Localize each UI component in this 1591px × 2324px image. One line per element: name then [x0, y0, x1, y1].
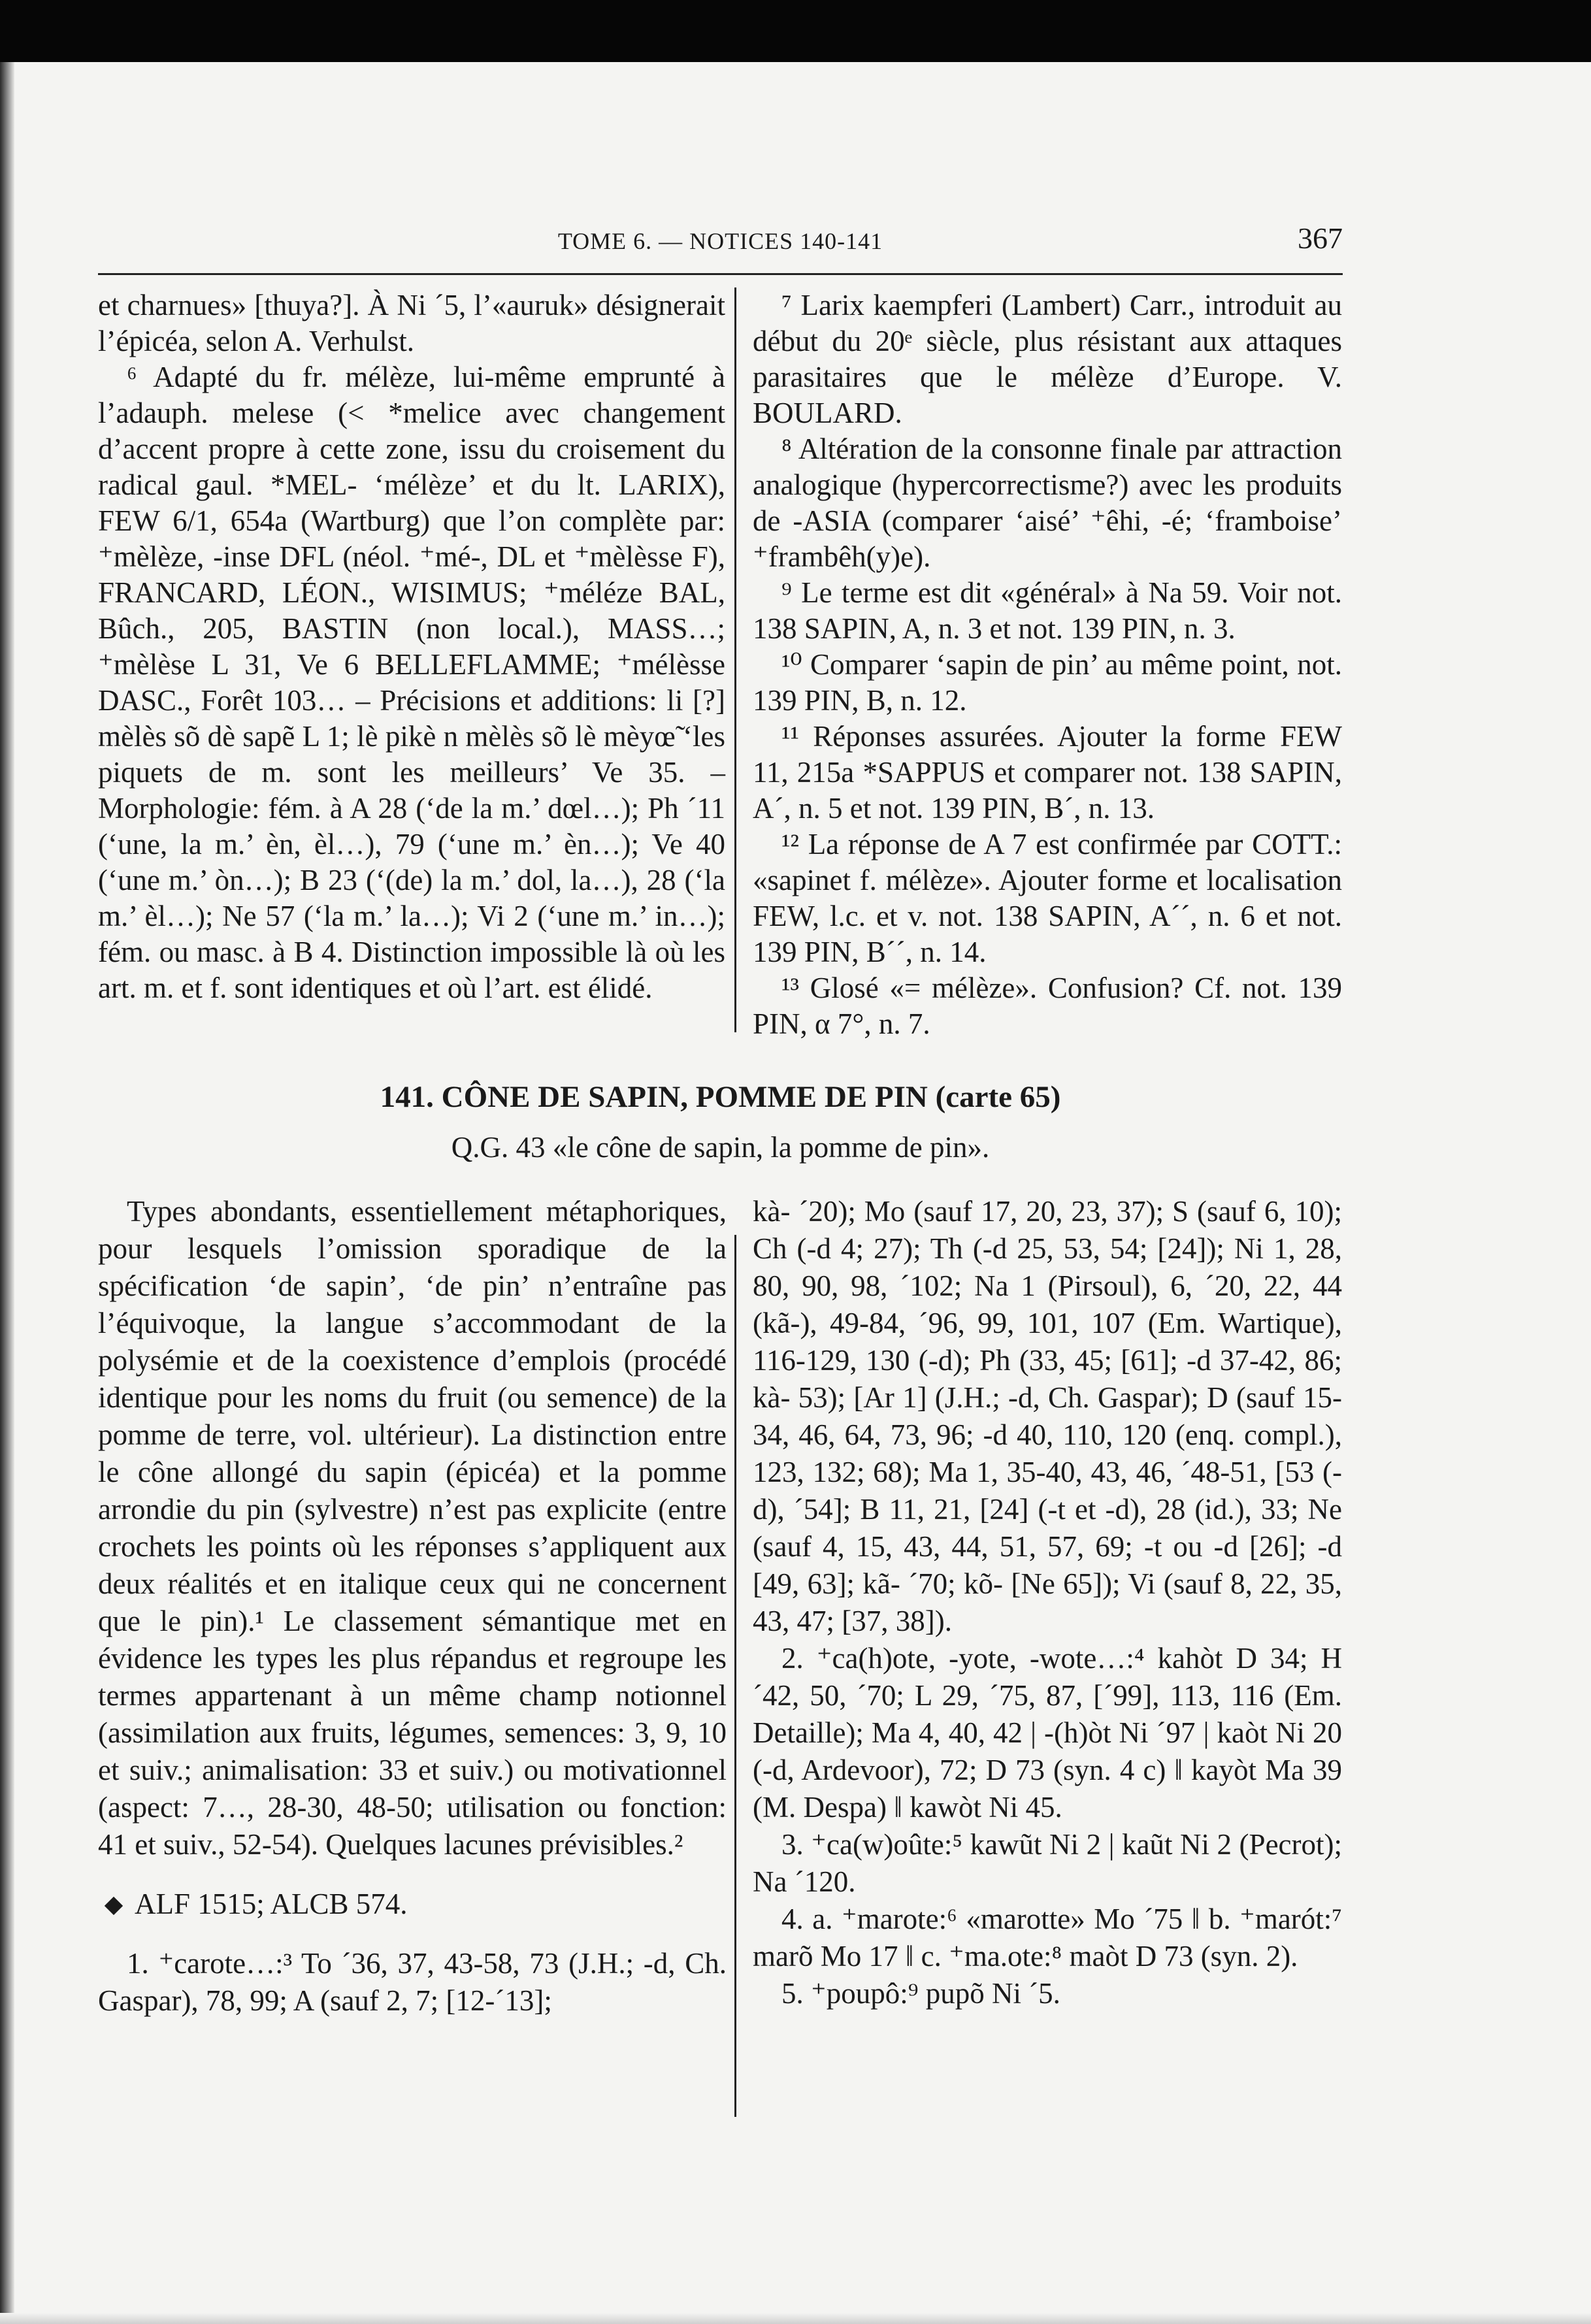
entry-3: 3. ⁺ca(w)oûte:⁵ kawũt Ni 2 | kaũt Ni 2 (Pecrot); Na ´120. [753, 1828, 1342, 1898]
footnote-8: ⁸ Altération de la consonne finale par attraction analogique (hypercorrectisme?) avec les produits de -ASIA (comparer ‘aisé’ ⁺êhi, -é; ‘framboise’ ⁺frambêh(y)e). [753, 433, 1342, 573]
footnote-12: ¹² La réponse de A 7 est confirmée par COTT.: «sapinet f. mélèze». Ajouter forme et localisation FEW, l.c. et v. not. 138 SAPIN, A´´, n. 6 et not. 139 PIN, B´´, n. 14. [753, 828, 1342, 968]
references-line [98, 1886, 727, 1923]
footnote-6: ⁶ Adapté du fr. mélèze, lui-même emprunté à l’adauph. melese (< *melice avec changement d’accent propre à cette zone, issu du croisement du radical gaul. *MEL- ‘mélèze’ et du lt. LARIX), FEW 6/1, 654a (Wartburg) que l’on complète par: ⁺mèlèze, -inse DFL (néol. ⁺mé-, DL et ⁺mèlèsse F), FRANCARD, LÉON., WISIMUS; ⁺méléze BAL, Bûch., 205, BASTIN (non local.), MASS…; ⁺mèlèse L 31, Ve 6 BELLEFLAMME; ⁺mélèsse DASC., Forêt 103… – Précisions et additions: li [?] mèlès sõ dè sapẽ L 1; lè pikè n mèlès sõ lè mèyœ̃ ‘les piquets de m. sont les meilleurs’ Ve 35. – Morphologie: fém. à A 28 (‘de la m.’ dœl…); Ph ´11 (‘une, la m.’ èn, èl…), 79 (‘une m.’ èn…); Ve 40 (‘une m.’ òn…); B 23 (‘(de) la m.’ dol, la…), 28 (‘la m.’ èl…); Ne 57 (‘la m.’ la…); Vi 2 (‘une m.’ in…); fém. ou masc. à B 4. Distinction impossible là où les art. m. et f. sont identiques et où l’art. est élidé. [98, 361, 725, 1004]
running-title: TOME 6. — NOTICES 140-141 [557, 228, 883, 254]
column-divider-top [734, 287, 736, 1032]
footnote-9: ⁹ Le terme est dit «général» à Na 59. Voir not. 138 SAPIN, A, n. 3 et not. 139 PIN, n. 3. [753, 576, 1342, 645]
section-question: Q.G. 43 «le cône de sapin, la pomme de pin». [451, 1131, 990, 1164]
entry-2: 2. ⁺ca(h)ote, -yote, -wote…:⁴ kahòt D 34; H ´42, 50, ´70; L 29, ´75, 87, [´99], 113, 116 (Em. Detaille); Ma 4, 40, 42 | -(h)òt Ni ´97 | kaòt Ni 20 (-d, Ardevoor), 72; D 73 (syn. 4 c) ‖ kayòt Ma 39 (M. Despa) ‖ kawòt Ni 45. [753, 1642, 1342, 1824]
intro-paragraph: Types abondants, essentiellement métaphoriques, pour lesquels l’omission sporadique de la spécification ‘de sapin’, ‘de pin’ n’entraîne pas l’équivoque, la langue s’accommodant de la polysémie et de la coexistence d’emplois (procédé identique pour les noms du fruit (ou semence) de la pomme de terre, vol. ultérieur). La distinction entre le cône allongé du sapin (épicéa) et la pomme arrondie du pin (sylvestre) n’est pas explicite (entre crochets les points où les réponses s’appliquent aux deux réalités et en italique ceux qui ne concernent que le pin).¹ Le classement sémantique met en évidence les types les plus répandus et regroupe les termes appartenant à un même champ notionnel (assimilation aux fruits, légumes, semences: 3, 9, 10 et suiv.; animalisation: 33 et suiv.) ou motivationnel (aspect: 7…, 28-30, 48-50; utilisation ou fonction: 41 et suiv., 52-54). Quelques lacunes prévisibles.² [98, 1195, 727, 1861]
entry-5: 5. ⁺poupô:⁹ pupõ Ni ´5. [781, 1977, 1060, 2010]
column-divider-bottom [734, 1235, 736, 2117]
references-text: ALF 1515; ALCB 574. [135, 1888, 408, 1920]
article-right-column [753, 1193, 1342, 2012]
footnote-continuation: et charnues» [thuya?]. À Ni ´5, l’«auruk» désignerait l’épicéa, selon A. Verhulst. [98, 289, 725, 357]
footnote-7: ⁷ Larix kaempferi (Lambert) Carr., introduit au début du 20ᵉ siècle, plus résistant aux attaques parasitaires que le mélèze d’Europe. V. BOULARD. [753, 289, 1342, 429]
article-left-column [98, 1193, 727, 2020]
footnote-13: ¹³ Glosé «= mélèze». Confusion? Cf. not. 139 PIN, α 7°, n. 7. [753, 972, 1342, 1040]
footnotes-right-column [753, 287, 1342, 1042]
footnotes-left-column [98, 287, 725, 1006]
footnote-10: ¹⁰ Comparer ‘sapin de pin’ au même point, not. 139 PIN, B, n. 12. [753, 648, 1342, 717]
page-header [98, 221, 1343, 275]
scan-bottom-edge [0, 2313, 1591, 2324]
entry-1: 1. ⁺carote…:³ To ´36, 37, 43-58, 73 (J.H.; -d, Ch. Gaspar), 78, 99; A (sauf 2, 7; [12-´13]; [98, 1947, 727, 2017]
entry-1-continued: kà- ´20); Mo (sauf 17, 20, 23, 37); S (sauf 6, 10); Ch (-d 4; 27); Th (-d 25, 53, 54; [24]); Ni 1, 28, 80, 90, 98, ´102; Na 1 (Pirsoul), 6, ´20, 22, 44 (kã-), 49-84, ´96, 99, 101, 107 (Em. Wartique), 116-129, 130 (-d); Ph (33, 45; [61]; -d 37-42, 86; kà- 53); [Ar 1] (J.H.; -d, Ch. Gaspar); D (sauf 15-34, 46, 64, 73, 96; -d 40, 110, 120 (enq. compl.), 123, 132; 68); Ma 1, 35-40, 43, 46, ´48-51, [53 (-d), ´54]; B 11, 21, [24] (-t et -d), 28 (id.), 33; Ne (sauf 4, 15, 43, 44, 51, 57, 69; -t ou -d [26]; -d [49, 63]; kã- ´70; kõ- [Ne 65]); Vi (sauf 8, 22, 35, 43, 47; [37, 38]). [753, 1195, 1342, 1637]
scan-left-edge [0, 62, 14, 2324]
scan-top-border [0, 0, 1591, 62]
diamond-bullet-icon [105, 1897, 123, 1915]
footnote-11: ¹¹ Réponses assurées. Ajouter la forme FEW 11, 215a *SAPPUS et comparer not. 138 SAPIN, A´, n. 5 et not. 139 PIN, B´, n. 13. [753, 720, 1342, 825]
page-number: 367 [1298, 221, 1343, 255]
entry-4: 4. a. ⁺marote:⁶ «marotte» Mo ´75 ‖ b. ⁺marót:⁷ marõ Mo 17 ‖ c. ⁺ma.ote:⁸ maòt D 73 (syn. 2). [753, 1903, 1342, 1972]
section-title: 141. CÔNE DE SAPIN, POMME DE PIN (carte 65) [380, 1080, 1061, 1114]
